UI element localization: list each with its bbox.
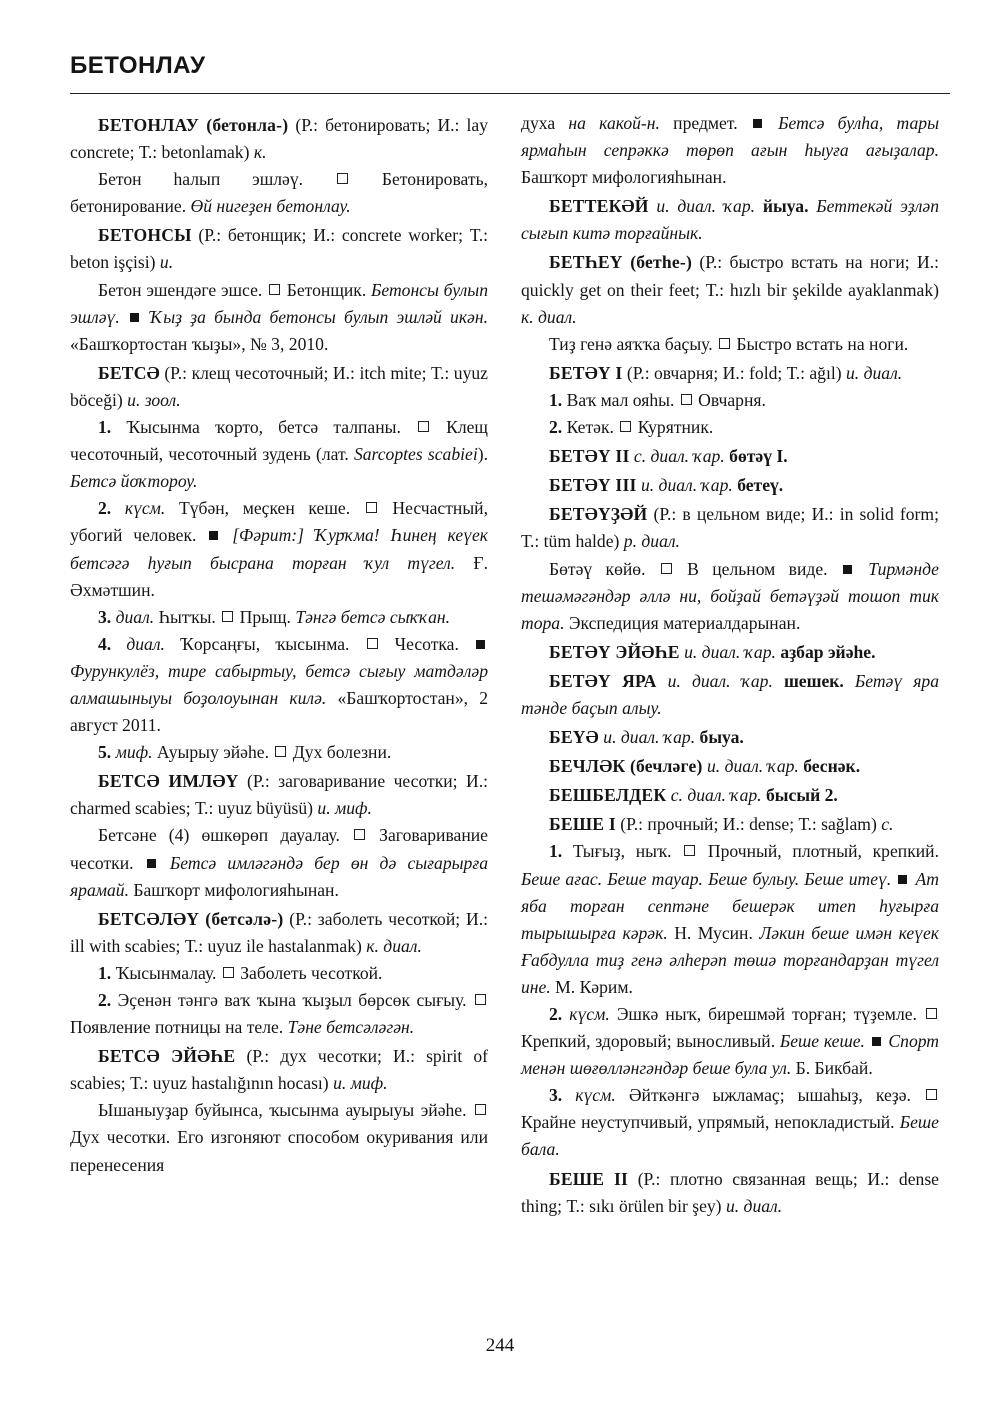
headword: БЕТОНЛАУ (бетонла-) — [98, 115, 289, 135]
headword: БЕТТЕКӘЙ — [549, 196, 649, 217]
open-square-icon — [354, 829, 365, 840]
dictionary-entry: БЕТӘҮ I (Р.: овчарня; И.: fold; Т.: ağıl) и. диал. — [549, 362, 903, 383]
open-square-icon — [684, 845, 695, 856]
headword: БЕШЕ II — [549, 1168, 629, 1189]
entry-paragraph: 3. күсм. Әйткәнгә ыжламаҫ; ышаһыҙ, кеҙә. Крайне неуступчивый, упрямый, непокладистый. Беше бала. — [521, 1085, 939, 1160]
filled-square-icon — [476, 640, 485, 649]
open-square-icon — [366, 502, 377, 513]
entry-paragraph: Бетон һалып эшләү. Бетонировать, бетонирование. Өй нигеҙен бетонлау. — [70, 169, 489, 217]
dictionary-entry: БЕҮӘ и. диал. ҡар. быуа. — [549, 727, 744, 748]
open-square-icon — [418, 421, 429, 432]
open-square-icon — [475, 1104, 486, 1115]
dictionary-entry: БЕТСӘ ИМЛӘҮ (Р.: заговаривание чесотки; И.: charmed scabies; Т.: uyuz büyüsü) и. миф. — [70, 771, 489, 819]
page-number: 244 — [485, 1335, 515, 1356]
filled-square-icon — [898, 875, 907, 884]
left-column — [70, 110, 488, 1179]
headword: БЕТҺЕҮ (бетһе-) — [549, 252, 693, 273]
filled-square-icon — [209, 531, 218, 540]
open-square-icon — [269, 284, 280, 295]
open-square-icon — [275, 746, 286, 757]
right-column — [521, 110, 939, 1220]
dictionary-entry: БЕТОНСЫ (Р.: бетонщик; И.: concrete worker; Т.: beton işçisi) и. — [70, 225, 488, 273]
open-square-icon — [620, 421, 631, 432]
header-rule — [70, 93, 950, 94]
dictionary-entry: БЕТӘҮҘӘЙ (Р.: в цельном виде; И.: in solid form; Т.: tüm halde) р. диал. — [521, 504, 939, 552]
filled-square-icon — [872, 1037, 881, 1046]
dictionary-entry: БЕТӘҮ II с. диал. ҡар. бөтәү I. — [549, 446, 788, 467]
open-square-icon — [681, 394, 692, 405]
dictionary-entry: БЕТСӘ (Р.: клещ чесоточный; И.: itch mite; Т.: uyuz böceği) и. зоол. — [70, 362, 488, 410]
open-square-icon — [475, 994, 486, 1005]
entry-paragraph: 1. Ваҡ мал ояһы. Овчарня. — [549, 389, 766, 410]
filled-square-icon — [753, 119, 762, 128]
open-square-icon — [661, 563, 672, 574]
dictionary-entry: БЕШБЕЛДЕК с. диал. ҡар. бысый 2. — [549, 785, 838, 806]
open-square-icon — [926, 1089, 937, 1100]
dictionary-entry: БЕШЕ II (Р.: плотно связанная вещь; И.: dense thing; Т.: sıkı örülen bir şey) и. диал. — [521, 1168, 939, 1216]
dictionary-entry: БЕТӘҮ ЯРА и. диал. ҡар. шешек. Бетәү яра тәнде баҫып алыу. — [521, 670, 940, 718]
dictionary-entry: БЕТТЕКӘЙ и. диал. ҡар. йыуа. Беттекәй эҙләп сығып китә торғайнык. — [521, 196, 939, 244]
entry-paragraph: Бетсәне (4) өшкөрөп дауалау. Заговаривание чесотки. Бетсә имләгәндә бер өн дә сығарырға ярамай. Башҡорт мифологияһынан. — [70, 825, 489, 900]
entry-paragraph: 5. миф. Ауырыу эйәһе. Дух болезни. — [98, 742, 392, 763]
headword: БЕТСӘ ЭЙӘҺЕ — [98, 1046, 236, 1067]
open-square-icon — [337, 173, 348, 184]
filled-square-icon — [843, 565, 852, 574]
dictionary-entry: БЕТСӘЛӘҮ (бетсәлә-) (Р.: заболеть чесоткой; И.: ill with scabies; Т.: uyuz ile hastalanmak) к. диал. — [70, 908, 488, 956]
entry-paragraph: Ышаныуҙар буйынса, ҡысынма ауырыуы эйәһе. Дух чесотки. Его изгоняют способом окуривания или перенесения — [70, 1100, 488, 1175]
headword: БЕТӘҮ III — [549, 475, 637, 496]
dictionary-entry: БЕЧЛӘК (бечләге) и. диал. ҡар. беснәк. — [549, 756, 861, 777]
dictionary-entry: БЕШЕ I (Р.: прочный; И.: dense; Т.: sağlam) с. — [549, 814, 894, 835]
headword: БЕТӘҮ ЭЙӘҺЕ — [549, 641, 680, 662]
entry-paragraph: 1. Ҡысынма ҡорто, бетсә талпаны. Клещ чесоточный, чесоточный зудень (лат. Sarcoptes scabiei). Бетсә йоҡтороу. — [70, 417, 488, 492]
dictionary-entry: БЕТҺЕҮ (бетһе-) (Р.: быстро встать на ноги; И.: quickly get on their feet; Т.: hızlı bir şekilde ayaklanmak) к. диал. — [521, 252, 939, 327]
entry-paragraph: Бөтәү көйө. В цельном виде. Тирмәнде тешәмәгәндәр әллә ни, бойҙай бетәүҙәй тошоп тик тора. Экспедиция материалдарынан. — [521, 558, 939, 633]
headword: БЕТӘҮ I — [549, 362, 623, 383]
dictionary-entry: БЕТӘҮ ЭЙӘҺЕ и. диал. ҡар. аҙбар эйәһе. — [549, 641, 876, 662]
entry-paragraph: Тиҙ генә аяҡҡа баҫыу. Быстро встать на ноги. — [549, 333, 909, 354]
entry-paragraph: 2. Эҫенән тәнгә ваҡ ҡына ҡыҙыл бөрсөк сығыу. Появление потницы на теле. Тәне бетсәләгән. — [70, 987, 488, 1041]
headword: БЕТСӘ ИМЛӘҮ — [98, 771, 239, 792]
headword: БЕТСӘЛӘҮ (бетсәлә-) — [98, 908, 284, 929]
running-header: БЕТОНЛАУ — [70, 52, 206, 79]
headword: БЕТӘҮ II — [549, 446, 630, 467]
headword: БЕТӘҮҘӘЙ — [549, 504, 648, 525]
filled-square-icon — [147, 859, 156, 868]
entry-paragraph: Бетон эшендәге эшсе. Бетонщик. Бетонсы булып эшләү. Ҡыҙ ҙа бында бетонсы булып эшләй икән. «Башҡортостан ҡыҙы», № 3, 2010. — [70, 279, 488, 354]
entry-paragraph: 1. Ҡысынмалау. Заболеть чесоткой. — [98, 962, 383, 983]
open-square-icon — [719, 338, 730, 349]
open-square-icon — [367, 638, 378, 649]
dictionary-entry: БЕТОНЛАУ (бетонла-) (Р.: бетонировать; И.: lay concrete; Т.: betonlamak) к. — [70, 115, 488, 163]
headword: БЕҮӘ — [549, 727, 599, 748]
entry-paragraph: 2. күсм. Эшкә ныҡ, бирешмәй торған; түҙемле. Крепкий, здоровый; выносливый. Беше кеше. Спорт менән шөғөлләнгәндәр беше була ул. Б. Бикбай. — [521, 1004, 940, 1079]
headword: БЕЧЛӘК (бечләге) — [549, 756, 703, 777]
entry-paragraph: 1. Тығыҙ, ныҡ. Прочный, плотный, крепкий. Беше ағас. Беше тауар. Беше булыу. Беше итеү. Ат яба торған септәне бешерәк итеп һуғырға тырышырға кәрәк. Н. Мусин. Ләкин беше имән кеүек Ғабдулла тиҙ генә әлһерәп төшә торғандарҙан түгел ине. М. Кәрим. — [521, 841, 940, 997]
open-square-icon — [223, 967, 234, 978]
entry-paragraph: духа на какой-н. предмет. Бетсә булһа, тары ярмаһын сепрәккә төрөп ағын һыуға ағыҙалар. Башҡорт мифологияһынан. — [521, 113, 939, 188]
open-square-icon — [926, 1008, 937, 1019]
entry-paragraph: 3. диал. Һытҡы. Прыщ. Тәнгә бетсә сыҡҡан. — [98, 606, 451, 627]
headword: БЕТОНСЫ — [98, 225, 192, 246]
headword: БЕТСӘ — [98, 362, 160, 383]
filled-square-icon — [130, 313, 139, 322]
entry-paragraph: 2. күсм. Түбән, меҫкен кеше. Несчастный, убогий человек. [Фәрит:] Ҡурҡма! Һинең кеүек бетсәгә һуғып бысрана торған ҡул түгел. Ғ. Әхмәтшин. — [70, 498, 488, 600]
headword: БЕШЕ I — [549, 814, 616, 835]
entry-paragraph: 4. диал. Ҡорсаңғы, ҡысынма. Чесотка. Фурункулёз, тире сабыртыу, бетсә сығыу матдәләр алмашыныуы боҙолоуынан килә. «Башҡортостан», 2 август 2011. — [70, 633, 488, 736]
headword: БЕШБЕЛДЕК — [549, 785, 667, 806]
open-square-icon — [222, 611, 233, 622]
headword: БЕТӘҮ ЯРА — [549, 670, 657, 691]
dictionary-entry: БЕТӘҮ III и. диал. ҡар. бетеү. — [549, 475, 784, 496]
entry-paragraph: 2. Кетәк. Курятник. — [549, 417, 714, 438]
dictionary-entry: БЕТСӘ ЭЙӘҺЕ (Р.: дух чесотки; И.: spirit of scabies; Т.: uyuz hastalığının hocası) и. миф. — [70, 1046, 488, 1094]
